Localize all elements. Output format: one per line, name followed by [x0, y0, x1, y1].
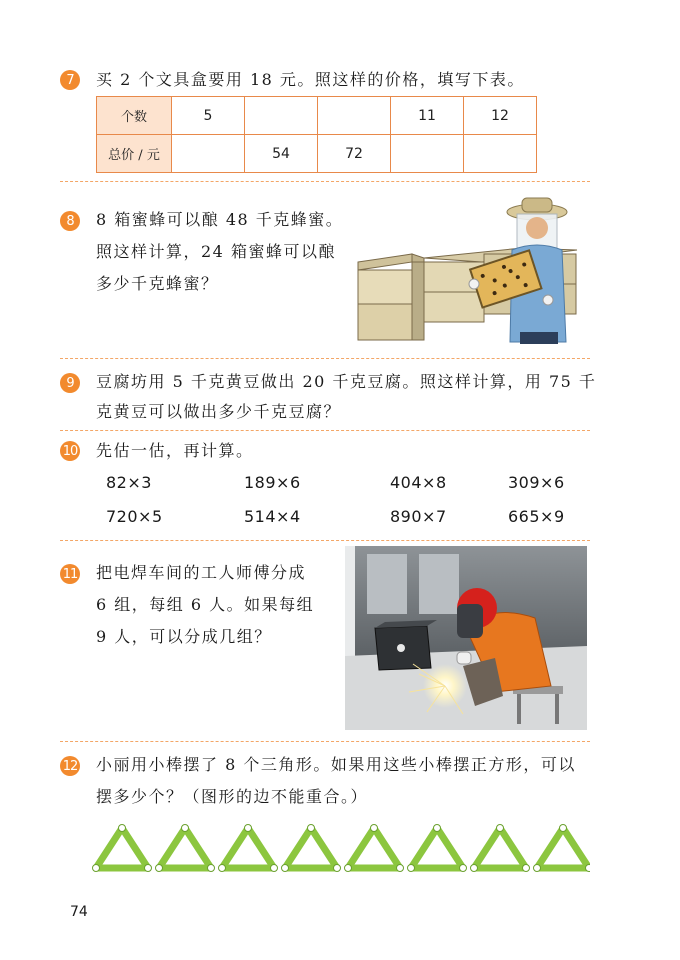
question-number-9: 9 — [60, 373, 80, 393]
stick-triangle — [345, 825, 404, 872]
divider — [60, 181, 590, 182]
calc-item: 720×5 — [106, 507, 163, 526]
stick-triangle — [534, 825, 591, 872]
question-11-line-3: 9 人，可以分成几组？ — [96, 627, 272, 646]
stick-triangle — [156, 825, 215, 872]
question-11-line-2: 6 组，每组 6 人。如果每组 — [96, 595, 315, 614]
question-8-line-2: 照这样计算，24 箱蜜蜂可以酿 — [96, 242, 336, 261]
question-7-text: 买 2 个文具盒要用 18 元。照这样的价格，填写下表。 — [96, 70, 525, 89]
price-table — [96, 96, 537, 173]
stick-triangle — [471, 825, 530, 872]
stick-triangle — [282, 825, 341, 872]
stick-triangle — [408, 825, 467, 872]
divider — [60, 540, 590, 541]
stick-triangle — [219, 825, 278, 872]
table-cell[interactable] — [318, 97, 391, 135]
table-cell[interactable]: 11 — [391, 97, 464, 135]
question-number-11: 11 — [60, 564, 80, 584]
table-cell[interactable] — [172, 135, 245, 173]
question-8-line-3: 多少千克蜂蜜？ — [96, 274, 219, 293]
table-cell[interactable]: 54 — [245, 135, 318, 173]
table-cell[interactable]: 12 — [464, 97, 537, 135]
row-header-price: 总价 / 元 — [97, 135, 172, 173]
question-9-line-2: 克黄豆可以做出多少千克豆腐？ — [96, 402, 342, 421]
calc-item: 309×6 — [508, 473, 565, 492]
question-10-text: 先估一估，再计算。 — [96, 441, 254, 460]
question-11-line-1: 把电焊车间的工人师傅分成 — [96, 563, 307, 582]
question-8-line-1: 8 箱蜜蜂可以酿 48 千克蜂蜜。 — [96, 210, 344, 229]
question-12-line-1: 小丽用小棒摆了 8 个三角形。如果用这些小棒摆正方形，可以 — [96, 755, 576, 774]
question-number-7: 7 — [60, 70, 80, 90]
calc-item: 189×6 — [244, 473, 301, 492]
table-cell[interactable] — [245, 97, 318, 135]
question-number-12: 12 — [60, 756, 80, 776]
question-9-line-1: 豆腐坊用 5 千克黄豆做出 20 千克豆腐。照这样计算，用 75 千 — [96, 372, 597, 391]
row-header-count: 个数 — [97, 97, 172, 135]
question-12-line-2: 摆多少个？（图形的边不能重合。） — [96, 787, 369, 806]
stick-triangles — [90, 824, 590, 872]
divider — [60, 741, 590, 742]
table-cell[interactable] — [464, 135, 537, 173]
calc-item: 514×4 — [244, 507, 301, 526]
table-cell[interactable]: 5 — [172, 97, 245, 135]
page-number: 74 — [70, 904, 88, 920]
calc-item: 890×7 — [390, 507, 447, 526]
divider — [60, 358, 590, 359]
question-number-10: 10 — [60, 441, 80, 461]
question-number-8: 8 — [60, 211, 80, 231]
welder-illustration — [345, 546, 587, 730]
stick-triangle — [93, 825, 152, 872]
divider — [60, 430, 590, 431]
table-cell[interactable]: 72 — [318, 135, 391, 173]
table-cell[interactable] — [391, 135, 464, 173]
calc-item: 82×3 — [106, 473, 152, 492]
calc-item: 665×9 — [508, 507, 565, 526]
table-row — [97, 135, 537, 173]
calc-item: 404×8 — [390, 473, 447, 492]
beekeeper-illustration — [352, 192, 587, 352]
table-row — [97, 97, 537, 135]
